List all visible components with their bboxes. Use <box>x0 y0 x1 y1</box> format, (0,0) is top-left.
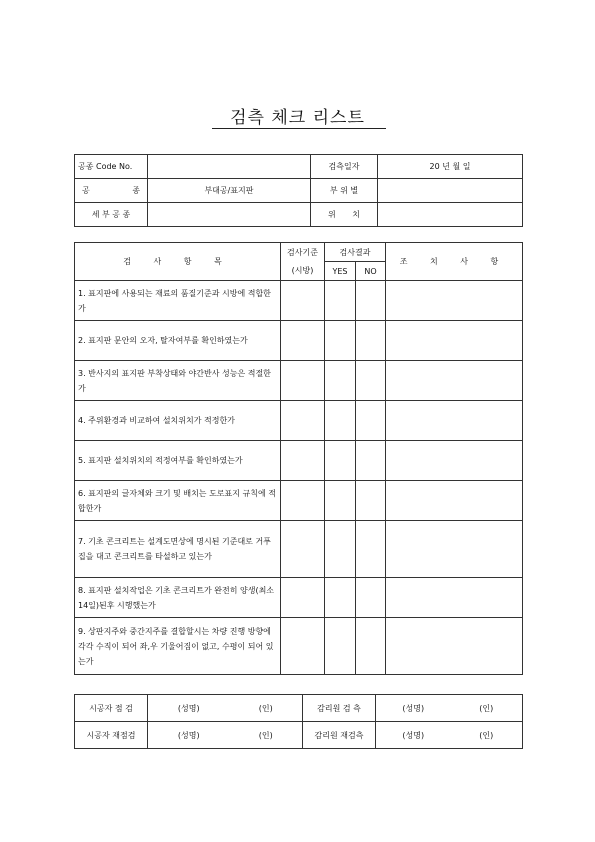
subtype-value[interactable] <box>148 203 311 227</box>
standard-cell[interactable] <box>281 481 325 521</box>
type-label <box>75 179 148 203</box>
supervisor-reinspect-label: 감리원 재검측 <box>303 722 376 749</box>
action-cell[interactable] <box>386 361 523 401</box>
contractor-recheck-sign[interactable]: (성명) <box>148 722 230 749</box>
no-cell[interactable] <box>356 401 386 441</box>
standard-cell[interactable] <box>281 618 325 675</box>
signature-row <box>75 722 523 749</box>
no-cell[interactable] <box>356 481 386 521</box>
table-row <box>75 481 523 521</box>
no-cell[interactable] <box>356 361 386 401</box>
table-row <box>75 321 523 361</box>
action-cell[interactable] <box>386 618 523 675</box>
table-row <box>75 618 523 675</box>
yes-cell[interactable] <box>325 281 356 321</box>
header-standard-bottom: (시방) <box>281 262 325 281</box>
no-cell[interactable] <box>356 321 386 361</box>
standard-cell[interactable] <box>281 361 325 401</box>
code-label: 공종 Code No. <box>75 155 148 179</box>
check-item-text: 8. 표지판 설치작업은 기초 콘크리트가 완전히 양생(최소14일)된후 시행했는가 <box>75 578 281 618</box>
checklist-table <box>74 242 523 675</box>
type-value[interactable]: 부대공/표지판 <box>148 179 311 203</box>
location-value[interactable] <box>378 203 523 227</box>
table-row <box>75 578 523 618</box>
no-cell[interactable] <box>356 441 386 481</box>
date-label: 검측일자 <box>311 155 378 179</box>
supervisor-reinspect-seal[interactable]: (인) <box>451 722 523 749</box>
action-cell[interactable] <box>386 481 523 521</box>
no-cell[interactable] <box>356 521 386 578</box>
table-row <box>75 281 523 321</box>
location-label-b: 치 <box>352 210 360 219</box>
header-no: NO <box>356 262 386 281</box>
table-row <box>75 441 523 481</box>
check-item-text: 4. 주위환경과 비교하여 설치위치가 적정한가 <box>75 401 281 441</box>
supervisor-inspect-sign[interactable]: (성명) <box>376 695 451 722</box>
part-label: 부 위 별 <box>311 179 378 203</box>
subtype-label: 세 부 공 종 <box>75 203 148 227</box>
yes-cell[interactable] <box>325 321 356 361</box>
standard-cell[interactable] <box>281 321 325 361</box>
page-title: 검측 체크 리스트 <box>230 108 365 128</box>
yes-cell[interactable] <box>325 441 356 481</box>
standard-cell[interactable] <box>281 521 325 578</box>
check-item-text: 2. 표지판 문안의 오자, 탈자여부를 확인하였는가 <box>75 321 281 361</box>
check-item-text: 9. 상판지주와 중간지주를 결합할시는 차량 진행 방향에 각각 수직이 되어 좌,우 기울어짐이 없고, 수평이 되어 있는가 <box>75 618 281 675</box>
standard-cell[interactable] <box>281 401 325 441</box>
action-cell[interactable] <box>386 321 523 361</box>
supervisor-reinspect-sign[interactable]: (성명) <box>376 722 451 749</box>
action-cell[interactable] <box>386 401 523 441</box>
check-item-text: 7. 기초 콘크리트는 설계도면상에 명시된 기준대로 거푸집을 대고 콘크리트를 타설하고 있는가 <box>75 521 281 578</box>
standard-cell[interactable] <box>281 281 325 321</box>
action-cell[interactable] <box>386 281 523 321</box>
no-cell[interactable] <box>356 618 386 675</box>
yes-cell[interactable] <box>325 521 356 578</box>
contractor-recheck-seal[interactable]: (인) <box>230 722 303 749</box>
contractor-check-seal[interactable]: (인) <box>230 695 303 722</box>
standard-cell[interactable] <box>281 441 325 481</box>
yes-cell[interactable] <box>325 361 356 401</box>
action-cell[interactable] <box>386 521 523 578</box>
header-yes: YES <box>325 262 356 281</box>
header-result: 검사결과 <box>325 243 386 262</box>
header-standard-top: 검사기준 <box>281 243 325 262</box>
part-value[interactable] <box>378 179 523 203</box>
header-item: 검 사 항 목 <box>75 243 281 281</box>
check-item-text: 6. 표지판의 글자체와 크기 및 배치는 도로표지 규칙에 적합한가 <box>75 481 281 521</box>
header-action: 조 치 사 항 <box>386 243 523 281</box>
table-row <box>75 521 523 578</box>
yes-cell[interactable] <box>325 481 356 521</box>
action-cell[interactable] <box>386 441 523 481</box>
contractor-check-label: 시공자 점 검 <box>75 695 148 722</box>
check-item-text: 1. 표지판에 사용되는 재료의 품질기준과 시방에 적합한가 <box>75 281 281 321</box>
no-cell[interactable] <box>356 281 386 321</box>
signature-row <box>75 695 523 722</box>
table-row <box>75 401 523 441</box>
code-value[interactable] <box>148 155 311 179</box>
location-label-a: 위 <box>328 210 336 219</box>
type-label-b: 종 <box>132 186 140 195</box>
title-underline <box>212 128 386 129</box>
supervisor-inspect-label: 감리원 검 측 <box>303 695 376 722</box>
date-value[interactable]: 20 년 월 일 <box>378 155 523 179</box>
check-item-text: 3. 반사지의 표지판 부착상태와 야간반사 성능은 적절한가 <box>75 361 281 401</box>
type-label-a: 공 <box>82 186 90 195</box>
yes-cell[interactable] <box>325 618 356 675</box>
action-cell[interactable] <box>386 578 523 618</box>
contractor-recheck-label: 시공자 재점검 <box>75 722 148 749</box>
no-cell[interactable] <box>356 578 386 618</box>
standard-cell[interactable] <box>281 578 325 618</box>
yes-cell[interactable] <box>325 578 356 618</box>
signature-table <box>74 694 523 749</box>
contractor-check-sign[interactable]: (성명) <box>148 695 230 722</box>
yes-cell[interactable] <box>325 401 356 441</box>
location-label <box>311 203 378 227</box>
supervisor-inspect-seal[interactable]: (인) <box>451 695 523 722</box>
info-table <box>74 154 523 227</box>
table-row <box>75 361 523 401</box>
check-item-text: 5. 표지판 설치위치의 적정여부를 확인하였는가 <box>75 441 281 481</box>
